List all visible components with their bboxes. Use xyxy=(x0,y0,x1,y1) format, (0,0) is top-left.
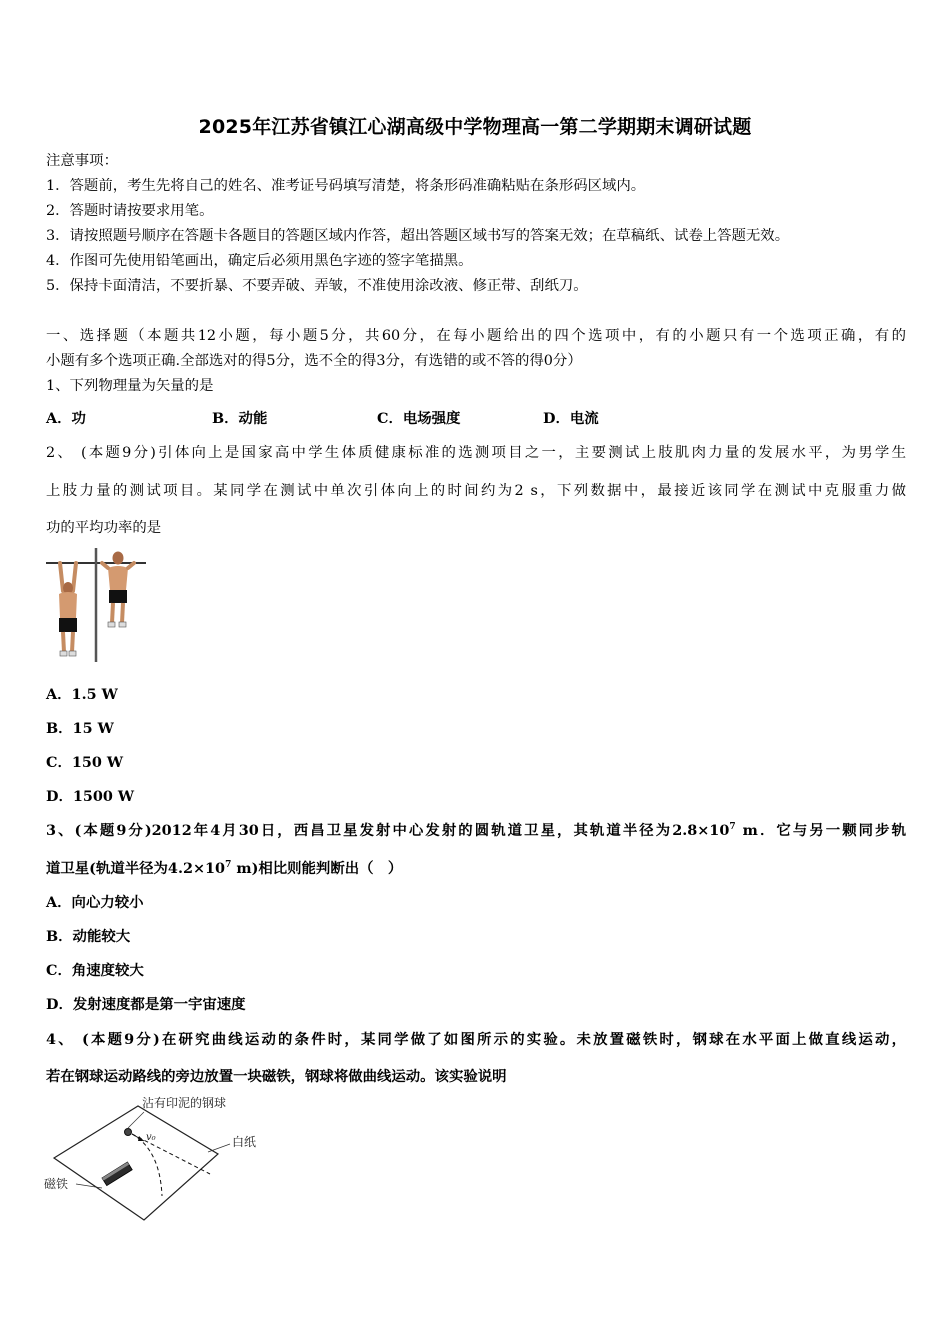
straight-path-line xyxy=(132,1134,210,1174)
question-2-stem: 2、 (本题9分)引体向上是国家高中学生体质健康标准的选测项目之一，主要测试上肢肌肉力量的发展水平，为男学生 xyxy=(46,445,906,461)
question-4-stem-cont: 若在钢球运动路线的旁边放置一块磁铁，钢球将做曲线运动。该实验说明 xyxy=(46,1068,507,1085)
question-2-stem-cont: 上肢力量的测试项目。某同学在测试中单次引体向上的时间约为2 s，下列数据中，最接近该同学在测试中克服重力做 xyxy=(46,483,906,499)
notice-item: 2．答题时请按要求用笔。 xyxy=(46,203,214,219)
question-3-text: 道卫星(轨道半径为4.2×10 xyxy=(46,860,226,877)
exponent: 7 xyxy=(225,860,232,870)
question-1-options xyxy=(46,409,906,429)
option-c: C．150 W xyxy=(46,754,124,771)
option-a: A．功 xyxy=(46,410,86,427)
notice-item: 3．请按照题号顺序在答题卡各题目的答题区域内作答，超出答题区域书写的答案无效；在草稿纸、试卷上答题无效。 xyxy=(46,228,790,244)
option-d: D．1500 W xyxy=(46,788,135,805)
section-intro: 一、选择题（本题共12小题，每小题5分，共60分，在每小题给出的四个选项中，有的小题只有一个选项正确，有的 xyxy=(46,328,906,344)
notice-item: 4．作图可先使用铅笔画出，确定后必须用黑色字迹的签字笔描黑。 xyxy=(46,253,473,269)
magnet-shape xyxy=(102,1162,132,1186)
question-4-stem: 4、 (本题9分)在研究曲线运动的条件时，某同学做了如图所示的实验。未放置磁铁时，钢球在水平面上做直线运动， xyxy=(46,1031,906,1048)
magnet-label: 磁铁 xyxy=(44,1177,69,1191)
velocity-label: v₀ xyxy=(146,1132,156,1143)
question-1-stem: 1、下列物理量为矢量的是 xyxy=(46,378,214,394)
question-3-text: 3、(本题9分)2012年4月30日，西昌卫星发射中心发射的圆轨道卫星，其轨道半径为2.8×10 xyxy=(46,822,730,839)
option-b: B．动能 xyxy=(212,410,268,427)
option-d: D．发射速度都是第一宇宙速度 xyxy=(46,996,246,1013)
magnet-experiment-diagram xyxy=(40,1092,280,1228)
question-3-stem-cont xyxy=(46,859,906,879)
notice-item: 1．答题前，考生先将自己的姓名、准考证号码填写清楚，将条形码准确粘贴在条形码区域内。 xyxy=(46,178,646,194)
option-c: C．角速度较大 xyxy=(46,962,144,979)
exponent: 7 xyxy=(729,822,736,832)
notice-item: 5．保持卡面清洁，不要折暴、不要弄破、弄皱，不准使用涂改液、修正带、刮纸刀。 xyxy=(46,278,588,294)
section-intro-cont: 小题有多个选项正确.全部选对的得5分，选不全的得3分，有选错的或不答的得0分） xyxy=(46,353,582,369)
person-hanging-figure xyxy=(59,563,77,656)
notice-heading: 注意事项： xyxy=(46,153,118,169)
paper-label: 白纸 xyxy=(232,1135,257,1149)
question-3-text: m)相比则能判断出（ ） xyxy=(231,860,403,877)
page-title: 2025年江苏省镇江心湖高级中学物理高一第二学期期末调研试题 xyxy=(198,116,752,138)
pull-up-illustration xyxy=(46,546,148,664)
option-b: B．15 W xyxy=(46,720,114,737)
question-3-stem xyxy=(46,821,906,841)
option-b: B．动能较大 xyxy=(46,928,131,945)
option-d: D．电流 xyxy=(543,410,599,427)
steel-ball-shape xyxy=(125,1129,132,1136)
question-2-stem-cont: 功的平均功率的是 xyxy=(46,520,162,536)
option-a: A．向心力较小 xyxy=(46,894,144,911)
white-paper-shape xyxy=(54,1106,218,1220)
question-3-text: m．它与另一颗同步轨 xyxy=(735,822,906,839)
ball-label: 沾有印泥的钢球 xyxy=(142,1096,227,1110)
option-c: C．电场强度 xyxy=(377,410,461,427)
curved-path-line xyxy=(132,1134,162,1196)
option-a: A．1.5 W xyxy=(46,686,118,703)
